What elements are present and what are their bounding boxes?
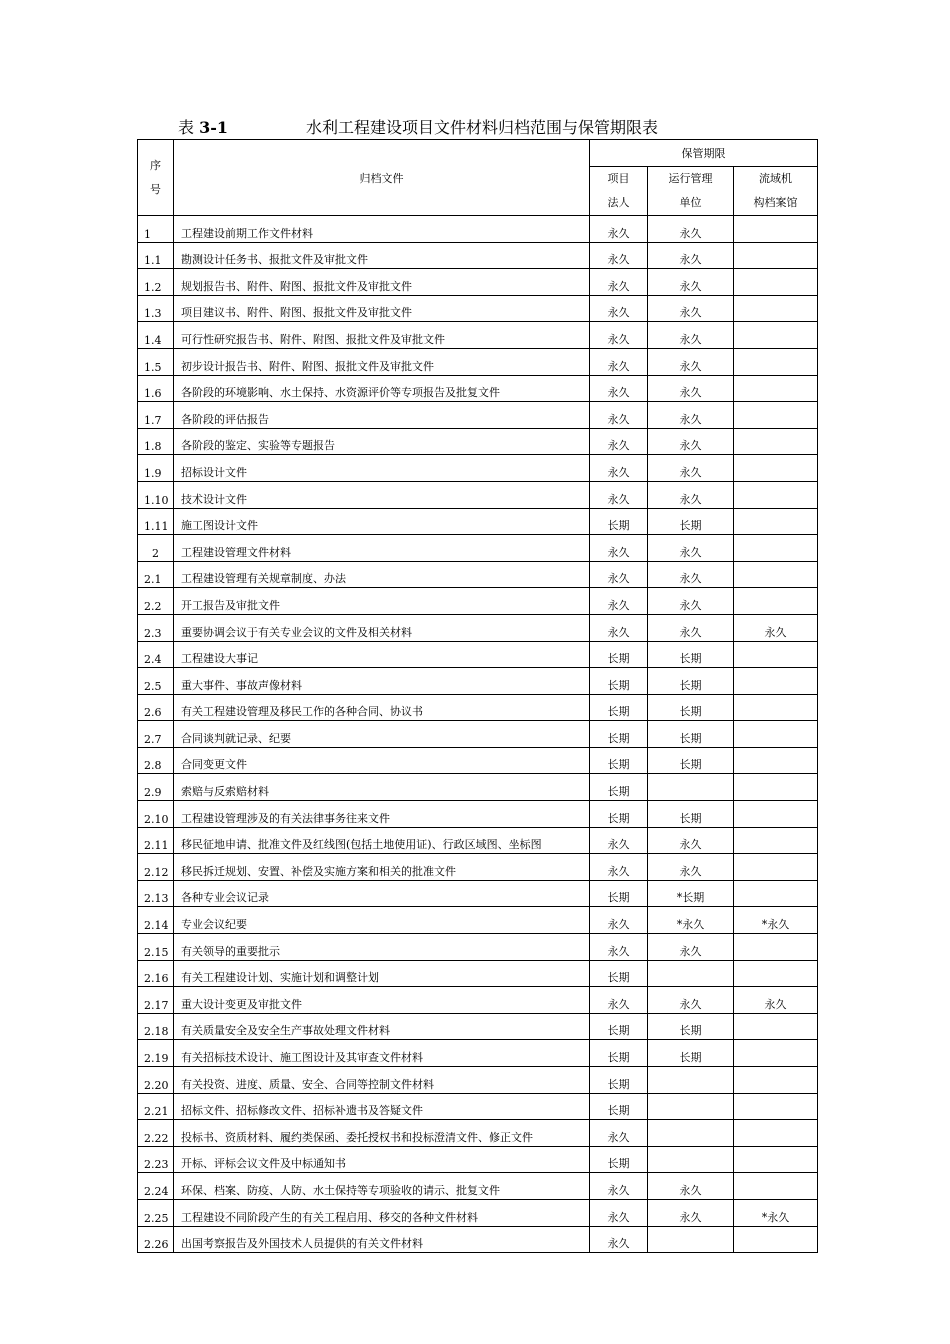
row-basin-archive-period	[734, 402, 818, 429]
row-operator-period: 永久	[648, 827, 734, 854]
row-project-owner-period: 永久	[590, 934, 648, 961]
row-number: 2.15	[138, 934, 174, 961]
row-operator-period: 长期	[648, 747, 734, 774]
row-number: 2.2	[138, 588, 174, 615]
row-basin-archive-period	[734, 934, 818, 961]
col-operator-header: 运行管理 单位	[648, 167, 734, 216]
table-title	[178, 116, 778, 140]
table-row	[138, 1093, 818, 1120]
table-row	[138, 1120, 818, 1147]
table-row	[138, 934, 818, 961]
table-row	[138, 694, 818, 721]
row-number: 1	[138, 216, 174, 243]
row-basin-archive-period: 永久	[734, 987, 818, 1014]
row-basin-archive-period	[734, 827, 818, 854]
table-row	[138, 1040, 818, 1067]
row-document: 各种专业会议记录	[174, 880, 590, 907]
row-project-owner-period: 永久	[590, 614, 648, 641]
table-row	[138, 1067, 818, 1094]
row-operator-period: *长期	[648, 880, 734, 907]
row-document: 初步设计报告书、附件、附图、报批文件及审批文件	[174, 348, 590, 375]
row-operator-period	[648, 1146, 734, 1173]
row-operator-period: 永久	[648, 481, 734, 508]
row-operator-period: 永久	[648, 242, 734, 269]
row-operator-period: *永久	[648, 907, 734, 934]
row-basin-archive-period	[734, 375, 818, 402]
row-project-owner-period: 永久	[590, 561, 648, 588]
row-basin-archive-period	[734, 561, 818, 588]
row-operator-period: 永久	[648, 322, 734, 349]
row-basin-archive-period: 永久	[734, 614, 818, 641]
table-row	[138, 854, 818, 881]
table-row	[138, 641, 818, 668]
col-project-owner-header: 项目 法人	[590, 167, 648, 216]
row-project-owner-period: 永久	[590, 242, 648, 269]
table-row	[138, 216, 818, 243]
row-project-owner-period: 永久	[590, 402, 648, 429]
row-document: 合同谈判就记录、纪要	[174, 721, 590, 748]
row-operator-period	[648, 1120, 734, 1147]
row-number: 2.8	[138, 747, 174, 774]
table-row	[138, 1013, 818, 1040]
row-number: 2.24	[138, 1173, 174, 1200]
table-row	[138, 1226, 818, 1253]
row-operator-period	[648, 1226, 734, 1253]
row-document: 工程建设不同阶段产生的有关工程启用、移交的各种文件材料	[174, 1199, 590, 1226]
row-document: 移民征地申请、批准文件及红线图(包括土地使用证)、行政区域图、坐标图	[174, 827, 590, 854]
row-operator-period: 长期	[648, 508, 734, 535]
row-number: 2.1	[138, 561, 174, 588]
row-basin-archive-period	[734, 1146, 818, 1173]
row-project-owner-period: 永久	[590, 987, 648, 1014]
row-basin-archive-period	[734, 508, 818, 535]
row-basin-archive-period	[734, 1173, 818, 1200]
row-number: 1.11	[138, 508, 174, 535]
table-row	[138, 907, 818, 934]
row-document: 专业会议纪要	[174, 907, 590, 934]
row-number: 2.16	[138, 960, 174, 987]
row-operator-period: 长期	[648, 801, 734, 828]
row-project-owner-period: 长期	[590, 1146, 648, 1173]
row-number: 2.19	[138, 1040, 174, 1067]
row-number: 2.21	[138, 1093, 174, 1120]
row-basin-archive-period	[734, 801, 818, 828]
table-row	[138, 269, 818, 296]
table-row	[138, 1146, 818, 1173]
table-row	[138, 375, 818, 402]
table-row	[138, 987, 818, 1014]
table-row	[138, 561, 818, 588]
row-document: 有关工程建设管理及移民工作的各种合同、协议书	[174, 694, 590, 721]
row-basin-archive-period	[734, 1093, 818, 1120]
row-project-owner-period: 长期	[590, 694, 648, 721]
table-row	[138, 535, 818, 562]
row-document: 重大事件、事故声像材料	[174, 668, 590, 695]
table-row	[138, 588, 818, 615]
table-row	[138, 508, 818, 535]
row-basin-archive-period: *永久	[734, 907, 818, 934]
row-number: 2.9	[138, 774, 174, 801]
row-project-owner-period: 永久	[590, 1226, 648, 1253]
row-basin-archive-period	[734, 1120, 818, 1147]
row-basin-archive-period	[734, 216, 818, 243]
row-document: 开工报告及审批文件	[174, 588, 590, 615]
row-basin-archive-period	[734, 960, 818, 987]
row-operator-period: 永久	[648, 535, 734, 562]
period-header: 保管期限	[590, 140, 818, 167]
row-project-owner-period: 永久	[590, 907, 648, 934]
row-operator-period: 永久	[648, 348, 734, 375]
row-basin-archive-period	[734, 854, 818, 881]
row-number: 2.4	[138, 641, 174, 668]
row-basin-archive-period	[734, 481, 818, 508]
row-document: 工程建设管理有关规章制度、办法	[174, 561, 590, 588]
row-basin-archive-period	[734, 322, 818, 349]
table-row	[138, 960, 818, 987]
row-document: 有关招标技术设计、施工图设计及其审查文件材料	[174, 1040, 590, 1067]
row-number: 2.26	[138, 1226, 174, 1253]
row-document: 开标、评标会议文件及中标通知书	[174, 1146, 590, 1173]
table-row	[138, 827, 818, 854]
seq-header: 序 号	[138, 140, 174, 216]
row-number: 2.18	[138, 1013, 174, 1040]
row-basin-archive-period	[734, 269, 818, 296]
col-basin-archive-header: 流域机 构档案馆	[734, 167, 818, 216]
row-project-owner-period: 长期	[590, 641, 648, 668]
row-number: 2.13	[138, 880, 174, 907]
row-project-owner-period: 长期	[590, 747, 648, 774]
row-project-owner-period: 永久	[590, 269, 648, 296]
row-basin-archive-period	[734, 747, 818, 774]
row-project-owner-period: 永久	[590, 322, 648, 349]
row-operator-period: 长期	[648, 1040, 734, 1067]
row-document: 勘测设计任务书、报批文件及审批文件	[174, 242, 590, 269]
table-row	[138, 880, 818, 907]
row-basin-archive-period	[734, 348, 818, 375]
row-operator-period: 永久	[648, 455, 734, 482]
table-row	[138, 774, 818, 801]
row-operator-period	[648, 1093, 734, 1120]
table-row	[138, 801, 818, 828]
row-number: 1.9	[138, 455, 174, 482]
row-number: 1.4	[138, 322, 174, 349]
row-document: 工程建设管理涉及的有关法律事务往来文件	[174, 801, 590, 828]
table-row	[138, 747, 818, 774]
row-project-owner-period: 永久	[590, 827, 648, 854]
row-number: 2.22	[138, 1120, 174, 1147]
row-project-owner-period: 永久	[590, 535, 648, 562]
row-operator-period: 永久	[648, 934, 734, 961]
row-document: 各阶段的环境影响、水土保持、水资源评价等专项报告及批复文件	[174, 375, 590, 402]
row-project-owner-period: 长期	[590, 508, 648, 535]
row-basin-archive-period	[734, 1226, 818, 1253]
row-project-owner-period: 长期	[590, 960, 648, 987]
table-row	[138, 721, 818, 748]
row-operator-period: 长期	[648, 668, 734, 695]
row-operator-period	[648, 960, 734, 987]
row-basin-archive-period	[734, 242, 818, 269]
row-project-owner-period: 长期	[590, 1013, 648, 1040]
row-number: 2.5	[138, 668, 174, 695]
row-number: 2.7	[138, 721, 174, 748]
row-number: 1.10	[138, 481, 174, 508]
row-document: 索赔与反索赔材料	[174, 774, 590, 801]
row-basin-archive-period	[734, 721, 818, 748]
table-row	[138, 1173, 818, 1200]
row-basin-archive-period	[734, 880, 818, 907]
row-document: 规划报告书、附件、附图、报批文件及审批文件	[174, 269, 590, 296]
row-operator-period: 永久	[648, 561, 734, 588]
row-document: 项目建议书、附件、附图、报批文件及审批文件	[174, 295, 590, 322]
row-project-owner-period: 永久	[590, 428, 648, 455]
table-row	[138, 428, 818, 455]
row-number: 2.14	[138, 907, 174, 934]
row-number: 2.23	[138, 1146, 174, 1173]
row-project-owner-period: 永久	[590, 481, 648, 508]
row-operator-period: 长期	[648, 641, 734, 668]
row-operator-period: 永久	[648, 987, 734, 1014]
row-project-owner-period: 长期	[590, 774, 648, 801]
row-basin-archive-period	[734, 1067, 818, 1094]
row-basin-archive-period	[734, 641, 818, 668]
row-operator-period	[648, 1067, 734, 1094]
row-project-owner-period: 永久	[590, 1173, 648, 1200]
row-document: 工程建设管理文件材料	[174, 535, 590, 562]
row-basin-archive-period	[734, 535, 818, 562]
row-operator-period: 永久	[648, 216, 734, 243]
row-number: 2	[138, 535, 174, 562]
table-row	[138, 295, 818, 322]
row-operator-period: 长期	[648, 1013, 734, 1040]
row-basin-archive-period	[734, 295, 818, 322]
table-header	[138, 140, 818, 216]
table-title-text: 水利工程建设项目文件材料归档范围与保管期限表	[306, 118, 659, 137]
row-document: 可行性研究报告书、附件、附图、报批文件及审批文件	[174, 322, 590, 349]
row-basin-archive-period	[734, 774, 818, 801]
row-operator-period: 永久	[648, 1199, 734, 1226]
row-document: 合同变更文件	[174, 747, 590, 774]
row-document: 移民拆迁规划、安置、补偿及实施方案和相关的批准文件	[174, 854, 590, 881]
row-document: 重要协调会议于有关专业会议的文件及相关材料	[174, 614, 590, 641]
row-project-owner-period: 永久	[590, 1120, 648, 1147]
row-number: 1.8	[138, 428, 174, 455]
table-row	[138, 455, 818, 482]
row-number: 2.3	[138, 614, 174, 641]
row-basin-archive-period	[734, 455, 818, 482]
row-project-owner-period: 永久	[590, 854, 648, 881]
row-number: 2.12	[138, 854, 174, 881]
row-number: 2.17	[138, 987, 174, 1014]
row-document: 各阶段的评估报告	[174, 402, 590, 429]
table-row	[138, 402, 818, 429]
row-document: 工程建设前期工作文件材料	[174, 216, 590, 243]
row-project-owner-period: 长期	[590, 668, 648, 695]
row-document: 有关领导的重要批示	[174, 934, 590, 961]
row-project-owner-period: 永久	[590, 295, 648, 322]
row-operator-period: 永久	[648, 614, 734, 641]
row-project-owner-period: 永久	[590, 216, 648, 243]
table-row	[138, 348, 818, 375]
row-document: 有关工程建设计划、实施计划和调整计划	[174, 960, 590, 987]
row-basin-archive-period	[734, 588, 818, 615]
row-project-owner-period: 永久	[590, 348, 648, 375]
row-document: 出国考察报告及外国技术人员提供的有关文件材料	[174, 1226, 590, 1253]
archive-table	[137, 139, 818, 1253]
row-operator-period: 永久	[648, 588, 734, 615]
table-number: 表 3-1	[178, 118, 229, 137]
row-project-owner-period: 长期	[590, 801, 648, 828]
row-operator-period: 永久	[648, 1173, 734, 1200]
row-project-owner-period: 长期	[590, 880, 648, 907]
row-document: 技术设计文件	[174, 481, 590, 508]
row-document: 各阶段的鉴定、实验等专题报告	[174, 428, 590, 455]
row-document: 环保、档案、防疫、人防、水土保持等专项验收的请示、批复文件	[174, 1173, 590, 1200]
table-body	[138, 216, 818, 1253]
row-operator-period: 永久	[648, 428, 734, 455]
row-number: 2.10	[138, 801, 174, 828]
row-basin-archive-period	[734, 1013, 818, 1040]
row-document: 招标设计文件	[174, 455, 590, 482]
row-operator-period: 永久	[648, 269, 734, 296]
row-operator-period: 长期	[648, 694, 734, 721]
row-number: 1.7	[138, 402, 174, 429]
row-document: 工程建设大事记	[174, 641, 590, 668]
table-row	[138, 242, 818, 269]
doc-header: 归档文件	[174, 140, 590, 216]
row-project-owner-period: 永久	[590, 455, 648, 482]
row-number: 2.11	[138, 827, 174, 854]
row-number: 1.1	[138, 242, 174, 269]
row-number: 1.2	[138, 269, 174, 296]
table-row	[138, 1199, 818, 1226]
row-project-owner-period: 长期	[590, 721, 648, 748]
row-number: 1.5	[138, 348, 174, 375]
row-project-owner-period: 长期	[590, 1093, 648, 1120]
row-project-owner-period: 永久	[590, 1199, 648, 1226]
row-basin-archive-period	[734, 694, 818, 721]
table-row	[138, 481, 818, 508]
row-number: 1.6	[138, 375, 174, 402]
row-number: 1.3	[138, 295, 174, 322]
row-project-owner-period: 永久	[590, 588, 648, 615]
row-basin-archive-period	[734, 668, 818, 695]
row-document: 有关质量安全及安全生产事故处理文件材料	[174, 1013, 590, 1040]
row-basin-archive-period	[734, 1040, 818, 1067]
row-document: 招标文件、招标修改文件、招标补遗书及答疑文件	[174, 1093, 590, 1120]
row-document: 有关投资、进度、质量、安全、合同等控制文件材料	[174, 1067, 590, 1094]
row-operator-period: 长期	[648, 721, 734, 748]
row-document: 施工图设计文件	[174, 508, 590, 535]
row-number: 2.6	[138, 694, 174, 721]
table-row	[138, 614, 818, 641]
row-document: 投标书、资质材料、履约类保函、委托授权书和投标澄清文件、修正文件	[174, 1120, 590, 1147]
table-row	[138, 668, 818, 695]
row-operator-period: 永久	[648, 295, 734, 322]
table-row	[138, 322, 818, 349]
row-operator-period	[648, 774, 734, 801]
row-project-owner-period: 永久	[590, 375, 648, 402]
row-operator-period: 永久	[648, 375, 734, 402]
row-operator-period: 永久	[648, 854, 734, 881]
row-project-owner-period: 长期	[590, 1040, 648, 1067]
row-number: 2.25	[138, 1199, 174, 1226]
row-basin-archive-period: *永久	[734, 1199, 818, 1226]
row-document: 重大设计变更及审批文件	[174, 987, 590, 1014]
row-operator-period: 永久	[648, 402, 734, 429]
row-project-owner-period: 长期	[590, 1067, 648, 1094]
row-basin-archive-period	[734, 428, 818, 455]
row-number: 2.20	[138, 1067, 174, 1094]
